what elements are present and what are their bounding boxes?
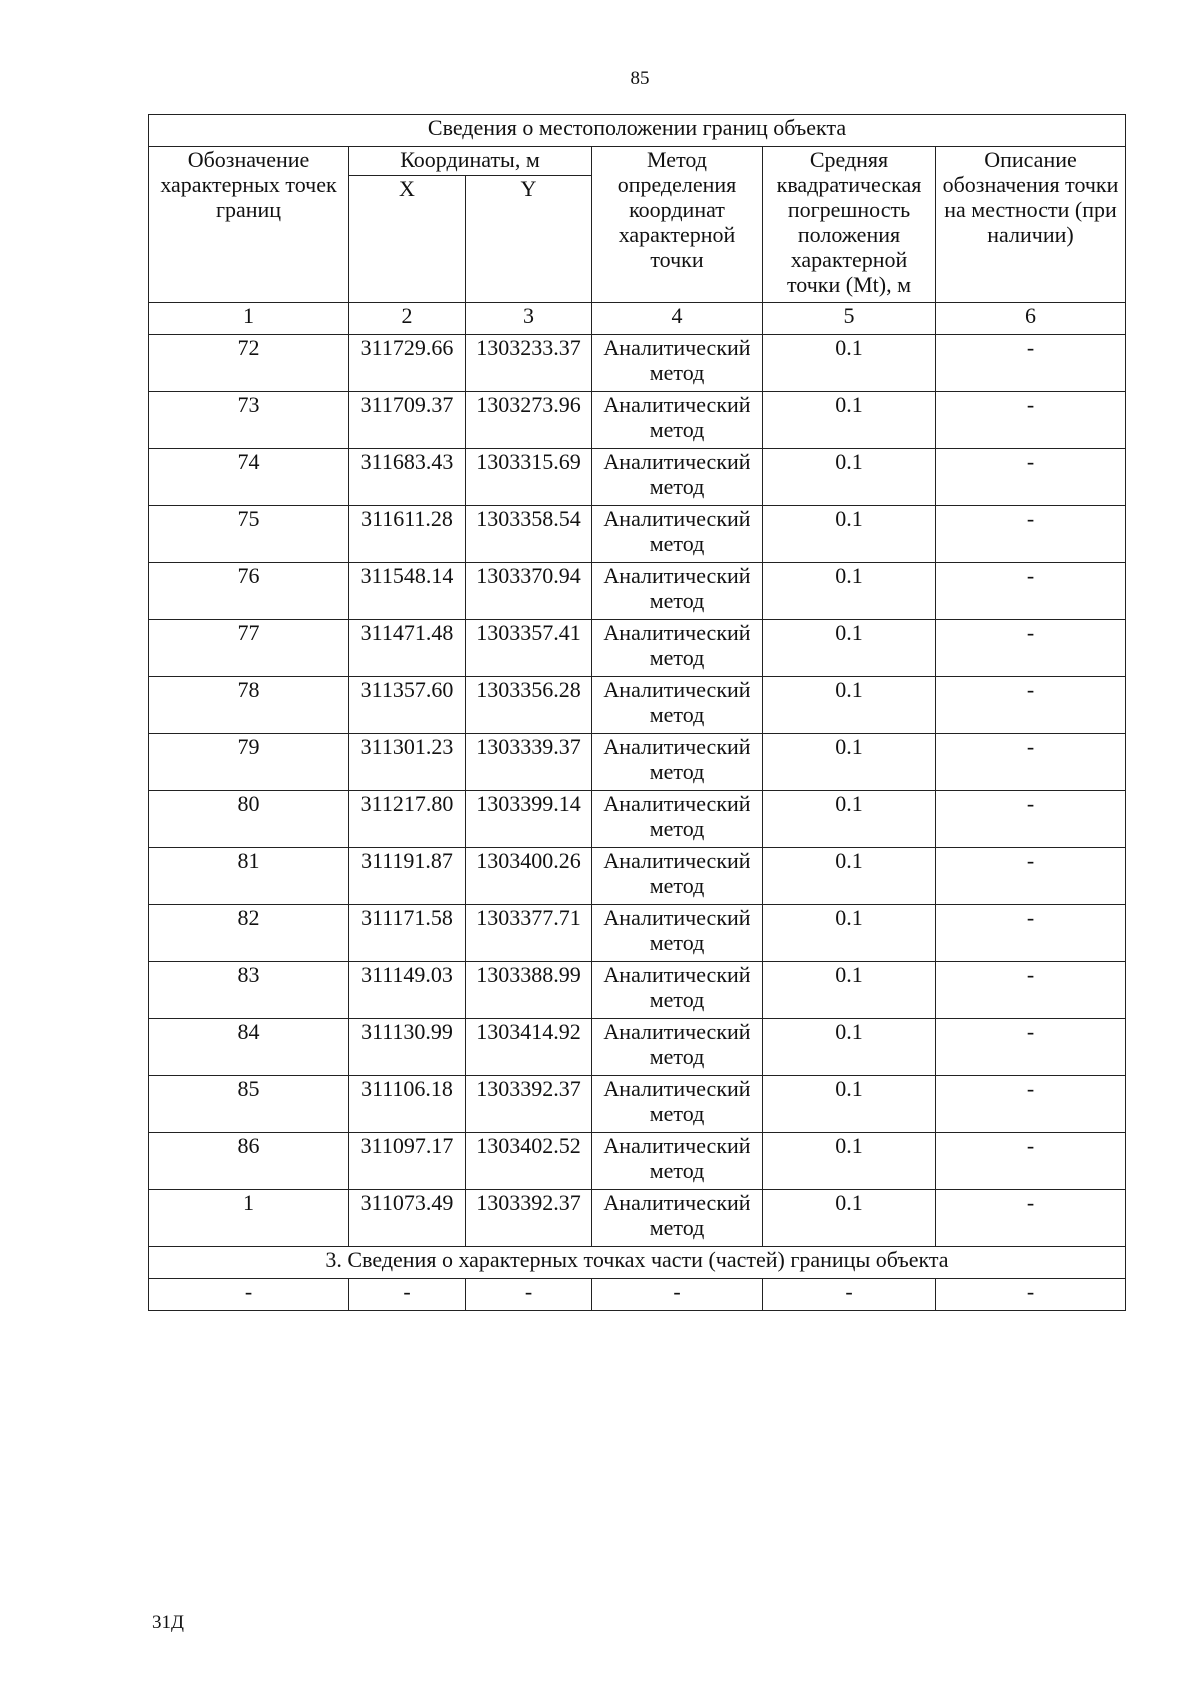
cell-point: 84 [149, 1019, 349, 1076]
cell-accuracy: 0.1 [763, 677, 936, 734]
table-row [149, 1076, 1126, 1133]
cell-description: - [936, 848, 1126, 905]
cell-method: Аналитический метод [592, 962, 763, 1019]
cell-y: 1303377.71 [466, 905, 592, 962]
cell-accuracy: 0.1 [763, 449, 936, 506]
table-row [149, 563, 1126, 620]
cell-accuracy: 0.1 [763, 734, 936, 791]
cell-method: Аналитический метод [592, 1133, 763, 1190]
cell-accuracy: 0.1 [763, 848, 936, 905]
cell-method: Аналитический метод [592, 791, 763, 848]
cell-x: 311149.03 [349, 962, 466, 1019]
cell-y: 1303339.37 [466, 734, 592, 791]
cell-y: 1303392.37 [466, 1190, 592, 1247]
cell-y: 1303392.37 [466, 1076, 592, 1133]
cell-description: - [936, 506, 1126, 563]
section3-cell: - [763, 1279, 936, 1311]
cell-description: - [936, 905, 1126, 962]
cell-y: 1303402.52 [466, 1133, 592, 1190]
cell-y: 1303357.41 [466, 620, 592, 677]
column-number: 1 [149, 303, 349, 335]
section3-cell: - [349, 1279, 466, 1311]
table-row [149, 392, 1126, 449]
cell-description: - [936, 620, 1126, 677]
column-number: 2 [349, 303, 466, 335]
column-number: 4 [592, 303, 763, 335]
cell-y: 1303399.14 [466, 791, 592, 848]
cell-method: Аналитический метод [592, 905, 763, 962]
table-row [149, 620, 1126, 677]
cell-description: - [936, 449, 1126, 506]
cell-point: 77 [149, 620, 349, 677]
cell-accuracy: 0.1 [763, 620, 936, 677]
cell-description: - [936, 734, 1126, 791]
table-row [149, 962, 1126, 1019]
cell-method: Аналитический метод [592, 1190, 763, 1247]
cell-point: 74 [149, 449, 349, 506]
table-row [149, 677, 1126, 734]
column-number: 6 [936, 303, 1126, 335]
cell-y: 1303356.28 [466, 677, 592, 734]
section3-cell: - [592, 1279, 763, 1311]
cell-y: 1303315.69 [466, 449, 592, 506]
cell-accuracy: 0.1 [763, 563, 936, 620]
cell-method: Аналитический метод [592, 506, 763, 563]
cell-description: - [936, 1019, 1126, 1076]
cell-accuracy: 0.1 [763, 1019, 936, 1076]
cell-point: 79 [149, 734, 349, 791]
cell-y: 1303388.99 [466, 962, 592, 1019]
header-accuracy: Средняя квадратическая погрешность положения характерной точки (Mt), м [763, 147, 936, 303]
cell-x: 311097.17 [349, 1133, 466, 1190]
cell-point: 80 [149, 791, 349, 848]
cell-point: 81 [149, 848, 349, 905]
cell-x: 311073.49 [349, 1190, 466, 1247]
cell-description: - [936, 677, 1126, 734]
cell-point: 78 [149, 677, 349, 734]
cell-accuracy: 0.1 [763, 1190, 936, 1247]
cell-method: Аналитический метод [592, 335, 763, 392]
cell-accuracy: 0.1 [763, 335, 936, 392]
cell-description: - [936, 563, 1126, 620]
cell-accuracy: 0.1 [763, 1076, 936, 1133]
cell-method: Аналитический метод [592, 848, 763, 905]
table-row [149, 734, 1126, 791]
cell-description: - [936, 392, 1126, 449]
header-y: Y [466, 176, 592, 303]
header-x: X [349, 176, 466, 303]
cell-x: 311471.48 [349, 620, 466, 677]
column-number-row [149, 303, 1126, 335]
cell-point: 1 [149, 1190, 349, 1247]
cell-point: 85 [149, 1076, 349, 1133]
cell-description: - [936, 962, 1126, 1019]
cell-point: 86 [149, 1133, 349, 1190]
cell-point: 76 [149, 563, 349, 620]
cell-x: 311130.99 [349, 1019, 466, 1076]
cell-x: 311709.37 [349, 392, 466, 449]
cell-point: 75 [149, 506, 349, 563]
section3-cell: - [466, 1279, 592, 1311]
header-row-top [149, 147, 1126, 176]
cell-x: 311301.23 [349, 734, 466, 791]
cell-x: 311191.87 [349, 848, 466, 905]
table-body [149, 115, 1126, 1311]
cell-method: Аналитический метод [592, 449, 763, 506]
cell-description: - [936, 1076, 1126, 1133]
cell-accuracy: 0.1 [763, 905, 936, 962]
header-method: Метод определения координат характерной точки [592, 147, 763, 303]
cell-x: 311106.18 [349, 1076, 466, 1133]
table-row [149, 848, 1126, 905]
cell-y: 1303414.92 [466, 1019, 592, 1076]
cell-description: - [936, 1190, 1126, 1247]
cell-method: Аналитический метод [592, 620, 763, 677]
boundary-coordinates-table [148, 114, 1126, 1311]
cell-y: 1303273.96 [466, 392, 592, 449]
table-row [149, 905, 1126, 962]
cell-method: Аналитический метод [592, 1019, 763, 1076]
table-row [149, 1133, 1126, 1190]
cell-accuracy: 0.1 [763, 791, 936, 848]
cell-description: - [936, 335, 1126, 392]
column-number: 3 [466, 303, 592, 335]
cell-point: 83 [149, 962, 349, 1019]
cell-accuracy: 0.1 [763, 392, 936, 449]
cell-description: - [936, 791, 1126, 848]
table-row [149, 449, 1126, 506]
cell-y: 1303400.26 [466, 848, 592, 905]
table-row [149, 335, 1126, 392]
table-row [149, 506, 1126, 563]
cell-point: 73 [149, 392, 349, 449]
table-title-row [149, 115, 1126, 147]
cell-x: 311611.28 [349, 506, 466, 563]
cell-method: Аналитический метод [592, 1076, 763, 1133]
cell-accuracy: 0.1 [763, 962, 936, 1019]
section3-cell: - [936, 1279, 1126, 1311]
header-designation: Обозначение характерных точек границ [149, 147, 349, 303]
cell-point: 72 [149, 335, 349, 392]
section3-empty-row [149, 1279, 1126, 1311]
footer-code: 31Д [152, 1612, 184, 1633]
cell-method: Аналитический метод [592, 677, 763, 734]
cell-description: - [936, 1133, 1126, 1190]
cell-point: 82 [149, 905, 349, 962]
cell-method: Аналитический метод [592, 563, 763, 620]
page-number: 85 [630, 68, 650, 89]
header-coordinates: Координаты, м [349, 147, 592, 176]
cell-x: 311357.60 [349, 677, 466, 734]
cell-y: 1303370.94 [466, 563, 592, 620]
header-description: Описание обозначения точки на местности (при наличии) [936, 147, 1126, 303]
cell-method: Аналитический метод [592, 392, 763, 449]
table-row [149, 791, 1126, 848]
section3-cell: - [149, 1279, 349, 1311]
cell-x: 311729.66 [349, 335, 466, 392]
cell-x: 311548.14 [349, 563, 466, 620]
cell-accuracy: 0.1 [763, 1133, 936, 1190]
section3-title: 3. Сведения о характерных точках части (частей) границы объекта [149, 1247, 1126, 1279]
cell-x: 311217.80 [349, 791, 466, 848]
cell-y: 1303233.37 [466, 335, 592, 392]
section3-title-row [149, 1247, 1126, 1279]
cell-y: 1303358.54 [466, 506, 592, 563]
table-row [149, 1019, 1126, 1076]
table-title: Сведения о местоположении границ объекта [149, 115, 1126, 147]
table-row [149, 1190, 1126, 1247]
column-number: 5 [763, 303, 936, 335]
cell-x: 311683.43 [349, 449, 466, 506]
cell-method: Аналитический метод [592, 734, 763, 791]
cell-accuracy: 0.1 [763, 506, 936, 563]
cell-x: 311171.58 [349, 905, 466, 962]
